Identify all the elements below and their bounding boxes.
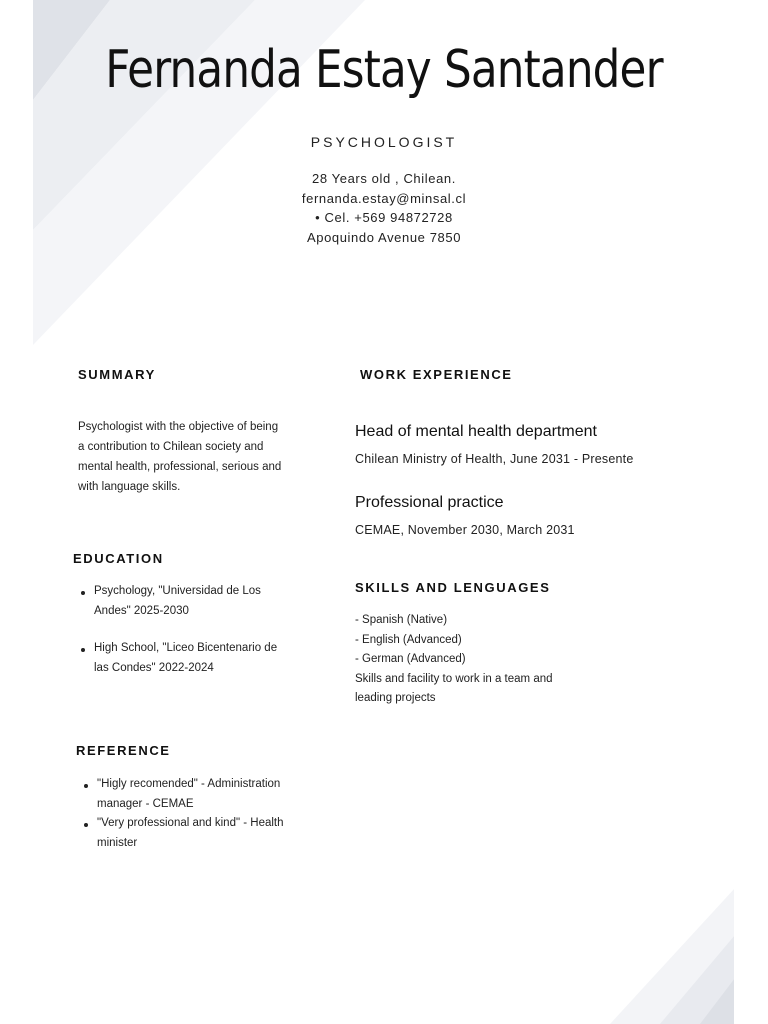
reference-item bbox=[81, 775, 321, 814]
phone-text: • Cel. +569 94872728 bbox=[315, 210, 453, 225]
summary-line: with language skills. bbox=[78, 481, 181, 493]
address-text: Apoquindo Avenue 7850 bbox=[306, 229, 462, 245]
email-text: fernanda.estay@minsal.cl bbox=[301, 190, 467, 206]
candidate-role: PSYCHOLOGIST bbox=[310, 134, 458, 150]
left-margin bbox=[0, 0, 33, 1024]
skills-list bbox=[355, 611, 615, 709]
summary-line: Psychologist with the objective of being bbox=[78, 421, 279, 433]
education-line: High School, "Liceo Bicentenario de bbox=[94, 642, 278, 654]
education-heading: EDUCATION bbox=[73, 551, 164, 566]
reference-line: manager - CEMAE bbox=[97, 797, 194, 810]
education-line: Psychology, "Universidad de Los bbox=[94, 585, 261, 597]
education-list bbox=[78, 582, 318, 678]
skill-line: - Spanish (Native) bbox=[355, 614, 448, 626]
candidate-name: Fernanda Estay Santander bbox=[105, 40, 663, 100]
reference-heading: REFERENCE bbox=[76, 743, 171, 758]
skill-line: leading projects bbox=[355, 692, 436, 704]
work-experience-heading: WORK EXPERIENCE bbox=[360, 367, 513, 382]
skill-line: - English (Advanced) bbox=[355, 633, 462, 646]
education-item bbox=[78, 582, 318, 621]
education-item bbox=[78, 639, 318, 678]
education-line: Andes" 2025-2030 bbox=[94, 604, 189, 617]
reference-line: "Very professional and kind" - Health bbox=[97, 817, 284, 829]
job-title: Head of mental health department bbox=[355, 423, 597, 440]
summary-heading: SUMMARY bbox=[78, 367, 156, 382]
skill-line: Skills and facility to work in a team and bbox=[355, 672, 553, 685]
job-detail: CEMAE, November 2030, March 2031 bbox=[355, 523, 575, 537]
job-detail: Chilean Ministry of Health, June 2031 - Presente bbox=[355, 452, 634, 466]
education-line: las Condes" 2022-2024 bbox=[94, 661, 214, 674]
summary-line: mental health, professional, serious and bbox=[78, 461, 282, 473]
job-title: Professional practice bbox=[355, 494, 504, 511]
age-nationality: 28 Years old , Chilean. bbox=[312, 171, 456, 186]
contact-block bbox=[0, 169, 768, 247]
skill-line: - German (Advanced) bbox=[355, 653, 466, 665]
skills-heading: SKILLS AND LENGUAGES bbox=[355, 580, 551, 595]
summary-line: a contribution to Chilean society and bbox=[78, 441, 264, 453]
summary-text bbox=[78, 417, 318, 497]
right-margin bbox=[734, 0, 768, 1024]
reference-line: minister bbox=[97, 836, 138, 849]
reference-item bbox=[81, 814, 321, 853]
reference-line: "Higly recomended" - Administration bbox=[97, 778, 281, 790]
reference-list bbox=[81, 775, 321, 853]
